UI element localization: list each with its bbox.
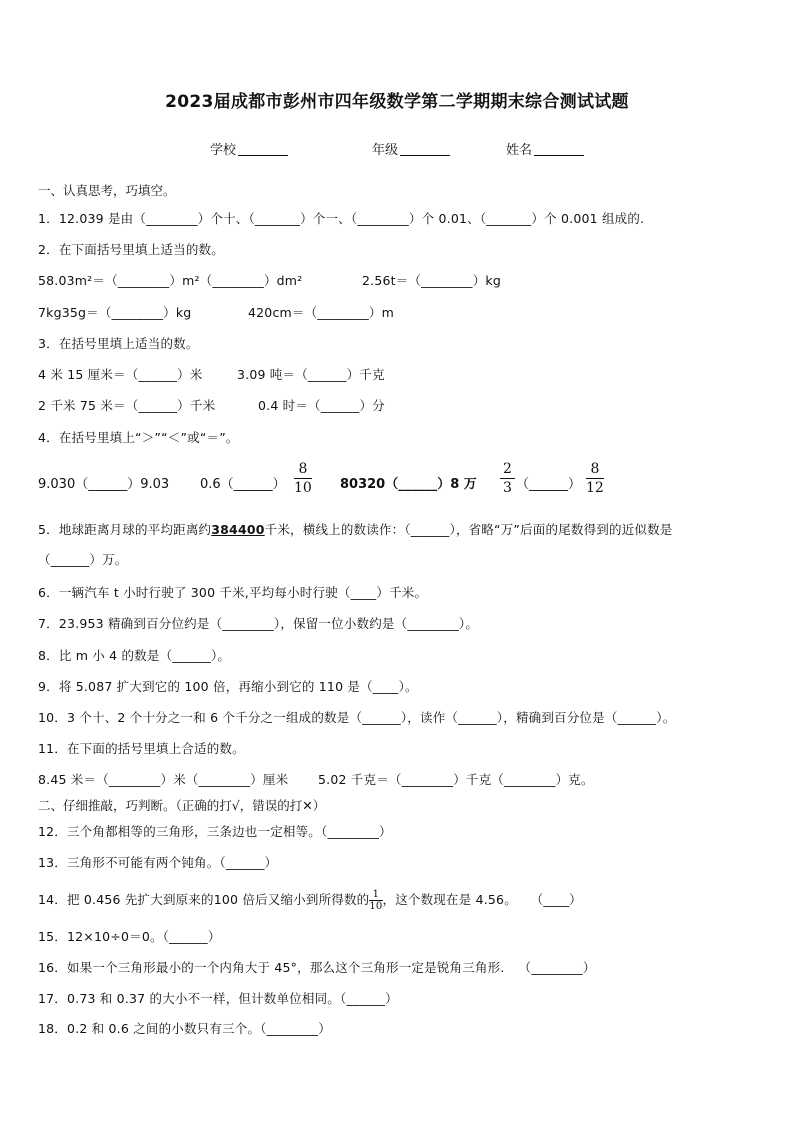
question-3a: 4 米 15 厘米＝（______）米 [38, 367, 203, 382]
grade-blank[interactable] [400, 142, 450, 156]
section-2-heading: 二、仔细推敲，巧判断。（正确的打√，错误的打✕） [38, 798, 326, 813]
question-3b: 3.09 吨＝（______）千克 [237, 367, 385, 382]
question-15: 15．12×10÷0＝0。（______） [38, 929, 221, 944]
name-label: 姓名 [506, 143, 533, 158]
q4-item-b: 0.6（______） [200, 477, 286, 492]
school-blank[interactable] [238, 142, 288, 156]
question-4-items [38, 460, 758, 504]
question-12: 12．三个角都相等的三角形，三条边也一定相等。（________） [38, 824, 392, 839]
question-13: 13．三角形不可能有两个钝角。（______） [38, 855, 278, 870]
page-title: 2023届成都市彭州市四年级数学第二学期期末综合测试试题 [165, 92, 629, 112]
q4-item-d: （______） [516, 477, 582, 492]
question-2a: 58.03m²＝（________）m²（________）dm² [38, 273, 303, 288]
question-8: 8．比 m 小 4 的数是（______）。 [38, 648, 231, 663]
school-label: 学校 [210, 143, 237, 158]
q4-item-c: 80320（______）8 万 [340, 477, 477, 492]
q4-fraction-8-10: $\frac{8}{10}$ [294, 461, 312, 496]
question-3: 3．在括号里填上适当的数。 [38, 336, 199, 351]
q5-number: 384400 [211, 522, 265, 537]
q4-fraction-2-3: $\frac{2}{3}$ [500, 460, 515, 497]
school-field[interactable] [210, 139, 288, 158]
q4-item-a: 9.030（______）9.03 [38, 477, 170, 492]
question-14: 14．把 0.456 先扩大到原来的100 倍后又缩小到所得数的 $\frac{1}{10}$ ，这个数现在是 4.56。 （____） [38, 889, 582, 912]
question-6: 6．一辆汽车 t 小时行驶了 300 千米,平均每小时行驶（____）千米。 [38, 585, 428, 600]
q4-fraction-8-12: $\frac{8}{12}$ [586, 461, 604, 496]
question-11a: 8.45 米＝（________）米（________）厘米 [38, 772, 289, 787]
question-11: 11．在下面的括号里填上合适的数。 [38, 741, 245, 756]
question-2c: 7kg35g＝（________）kg [38, 305, 192, 320]
question-11b: 5.02 千克＝（________）千克（________）克。 [318, 772, 594, 787]
question-5-line-2: （______）万。 [38, 552, 128, 567]
question-1: 1．12.039 是由（________）个十、（_______）个一、（________）个 0.01、（_______）个 0.001 组成的. [38, 211, 645, 226]
question-16: 16．如果一个三角形最小的一个内角大于 45°，那么这个三角形一定是锐角三角形. （________） [38, 960, 596, 975]
question-4: 4．在括号里填上“＞”“＜”或“＝”。 [38, 430, 239, 445]
question-2d: 420cm＝（________）m [248, 305, 394, 320]
q14-fraction-1-10: $\frac{1}{10}$ [369, 889, 383, 912]
grade-field[interactable] [372, 139, 450, 158]
question-3c: 2 千米 75 米＝（______）千米 [38, 398, 216, 413]
question-10: 10．3 个十、2 个十分之一和 6 个千分之一组成的数是（______），读作（______），精确到百分位是（______）。 [38, 710, 676, 725]
question-17: 17．0.73 和 0.37 的大小不一样，但计数单位相同。（______） [38, 991, 398, 1006]
question-2: 2．在下面括号里填上适当的数。 [38, 242, 224, 257]
question-9: 9．将 5.087 扩大到它的 100 倍，再缩小到它的 110 是（____）。 [38, 679, 418, 694]
question-5: 5．地球距离月球的平均距离约384400千米，横线上的数读作：（______），省略“万”后面的尾数得到的近似数是 [38, 522, 673, 537]
name-field[interactable] [506, 139, 584, 158]
question-3d: 0.4 时＝（______）分 [258, 398, 385, 413]
question-2b: 2.56t＝（________）kg [362, 273, 502, 288]
grade-label: 年级 [372, 143, 399, 158]
section-1-heading: 一、认真思考，巧填空。 [38, 183, 176, 198]
name-blank[interactable] [534, 142, 584, 156]
question-18: 18．0.2 和 0.6 之间的小数只有三个。（________） [38, 1021, 331, 1036]
question-7: 7．23.953 精确到百分位约是（________），保留一位小数约是（________）。 [38, 616, 479, 631]
